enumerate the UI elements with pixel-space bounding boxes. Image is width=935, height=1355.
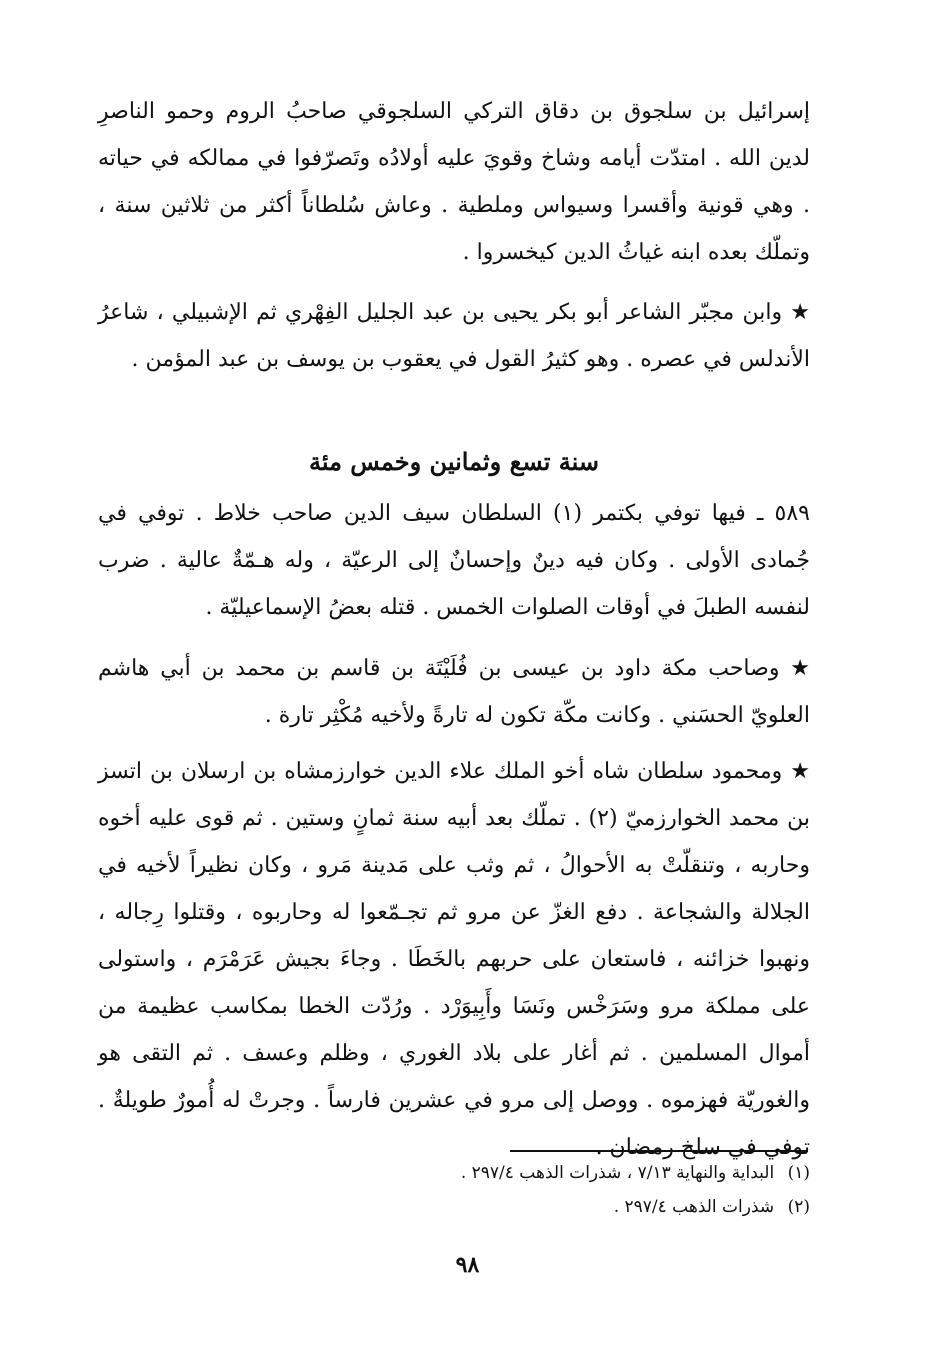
paragraph-bektimur: ٥٨٩ ـ فيها توفي بكتمر (١) السلطان سيف الدين صاحب خلاط . توفي في جُمادى الأولى . وكان فيه دينٌ وإحسانٌ إلى الرعيّة ، وله هـمّةٌ عالية . ضرب لنفسه الطبلَ في أوقات الصلوات الخمس . قتله بعضُ الإسماعيليّة . <box>98 501 810 620</box>
footnote-text: البداية والنهاية ٧/١٣ ، شذرات الذهب ٢٩٧/٤ . <box>460 1163 775 1183</box>
paragraph-dawud-mecca: ★ وصاحب مكة داود بن عيسى بن فُلَيْتَة بن قاسم بن محمد بن أبي هاشم العلويّ الحسَني . وكانت مكّة تكون له تارةً ولأخيه مُكْثِر تارة . <box>98 656 810 728</box>
footnote-marker: (٢) <box>787 1197 810 1217</box>
paragraph-seljuk-sultan: إسرائيل بن سلجوق بن دقاق التركي السلجوقي صاحبُ الروم وحمو الناصرِ لدين الله . امتدّت أيامه وشاخ وقويَ عليه أولادُه وتَصرّفوا في ممالكه في حياته . وهي قونية وأقسرا وسيواس وملطية . وعاش سُلطاناً أكثر من ثلاثين سنة ، وتملّك بعده ابنه غياثُ الدين كيخسروا . <box>98 99 811 265</box>
footnote-text: شذرات الذهب ٢٩٧/٤ . <box>613 1197 775 1217</box>
footnote-divider <box>510 1150 808 1152</box>
footnote-item <box>98 1190 810 1224</box>
footnotes-list <box>98 1156 810 1224</box>
paragraph-mahmud-sultan-shah: ★ ومحمود سلطان شاه أخو الملك علاء الدين خوارزمشاه بن ارسلان بن اتسز بن محمد الخوارزميّ (٢) . تملّك بعد أبيه سنة ثمانٍ وستين . ثم قوى عليه أخوه وحاربه ، وتنقلّتْ به الأحوالُ ، ثم وثب على مَدينة مَرو ، وكان نظيراً لأخيه في الجلالة والشجاعة . دفع الغزّ عن مرو ثم تجـمّعوا له وحاربوه ، وقتلوا رِجاله ، ونهبوا خزائنه ، فاستعان على حربهم بالخَطَا . وجاءَ بجيش عَرَمْرَم ، واستولى على مملكة مرو وسَرَخْس ونَسَا وأَبِيوَرْد . ورُدّت الخطا بمكاسب عظيمة من أموال المسلمين . ثم أغار على بلاد الغوري ، وظلم وعسف . ثم التقى هو والغوريّة فهزموه . ووصل إلى مرو في عشرين فارساً . وجرتْ له أُمورٌ طويلةٌ . توفي في سلخ رمضان . <box>98 759 810 1160</box>
year-heading: سنة تسع وثمانين وخمس مئة <box>308 447 599 476</box>
page-number: ٩٨ <box>455 1252 480 1278</box>
footnote-marker: (١) <box>787 1163 810 1183</box>
paragraph-ibn-mujabbar: ★ وابن مجبّر الشاعر أبو بكر يحيى بن عبد الجليل الفِهْري ثم الإشبيلي ، شاعرُ الأندلس في عصره . وهو كثيرُ القول في يعقوب بن يوسف بن عبد المؤمن . <box>98 300 810 372</box>
footnote-item <box>98 1156 810 1190</box>
